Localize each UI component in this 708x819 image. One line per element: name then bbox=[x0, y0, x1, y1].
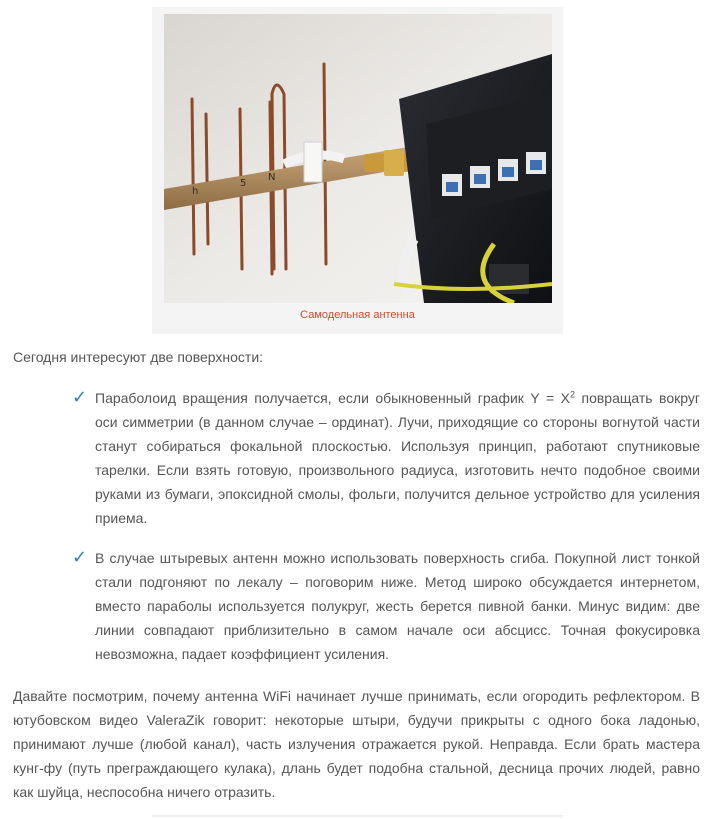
checkmark-icon: ✓ bbox=[72, 547, 88, 567]
figure bbox=[152, 7, 563, 334]
list-item-text: Параболоид вращения получается, если обыкновенный график $Y = X^2$ повращать вокруг оси симметрии (в данном случае – ординат). Лучи, приходящие со стороны вогнутой части станут собираться фокальной плоскостью. Используя принцип, работают спутниковые тарелки. Если взять готовую, произвольного радиуса, изготовить нечто подобное своими руками из бумаги, эпоксидной смолы, фольги, получится дельное устройство для усиления приема. bbox=[95, 389, 700, 526]
list-item-text: В случае штыревых антенн можно использовать поверхность сгиба. Покупной лист тонкой стали подгоняют по лекалу – поговорим ниже. Метод широко обсуждается интернетом, вместо параболы используется полукруг, жесть берется пивной банки. Минус видим: две линии совпадают приблизительно в самом начале оси абсцисс. Точная фокусировка невозможна, падает коэффициент усиления. bbox=[95, 550, 700, 662]
list-item bbox=[72, 546, 702, 666]
list-item bbox=[72, 386, 702, 531]
figure-caption: Самодельная антенна bbox=[300, 309, 415, 321]
svg-text:N: N bbox=[268, 172, 276, 183]
intro-paragraph: Сегодня интересуют две поверхности: bbox=[13, 349, 264, 365]
antenna-photo bbox=[164, 14, 552, 303]
divider bbox=[152, 815, 563, 817]
checkmark-icon: ✓ bbox=[72, 387, 88, 407]
svg-text:5: 5 bbox=[240, 178, 247, 189]
svg-text:h: h bbox=[192, 186, 199, 197]
body-paragraph: Давайте посмотрим, почему антенна WiFi начинает лучше принимать, если огородить рефлектором. В ютубовском видео ValeraZik говорит: некоторые штыри, будучи прикрыты с одного бока ладонью, принимают лучше (любой канал), часть излучения отражается рукой. Неправда. Если брать мастера кунг-фу (путь преграждающего кулака), длань будет подобна стальной, десница прочих людей, равно как шуйца, неспособна ничего отразить. bbox=[13, 688, 700, 800]
superscript: 2 bbox=[569, 389, 575, 400]
